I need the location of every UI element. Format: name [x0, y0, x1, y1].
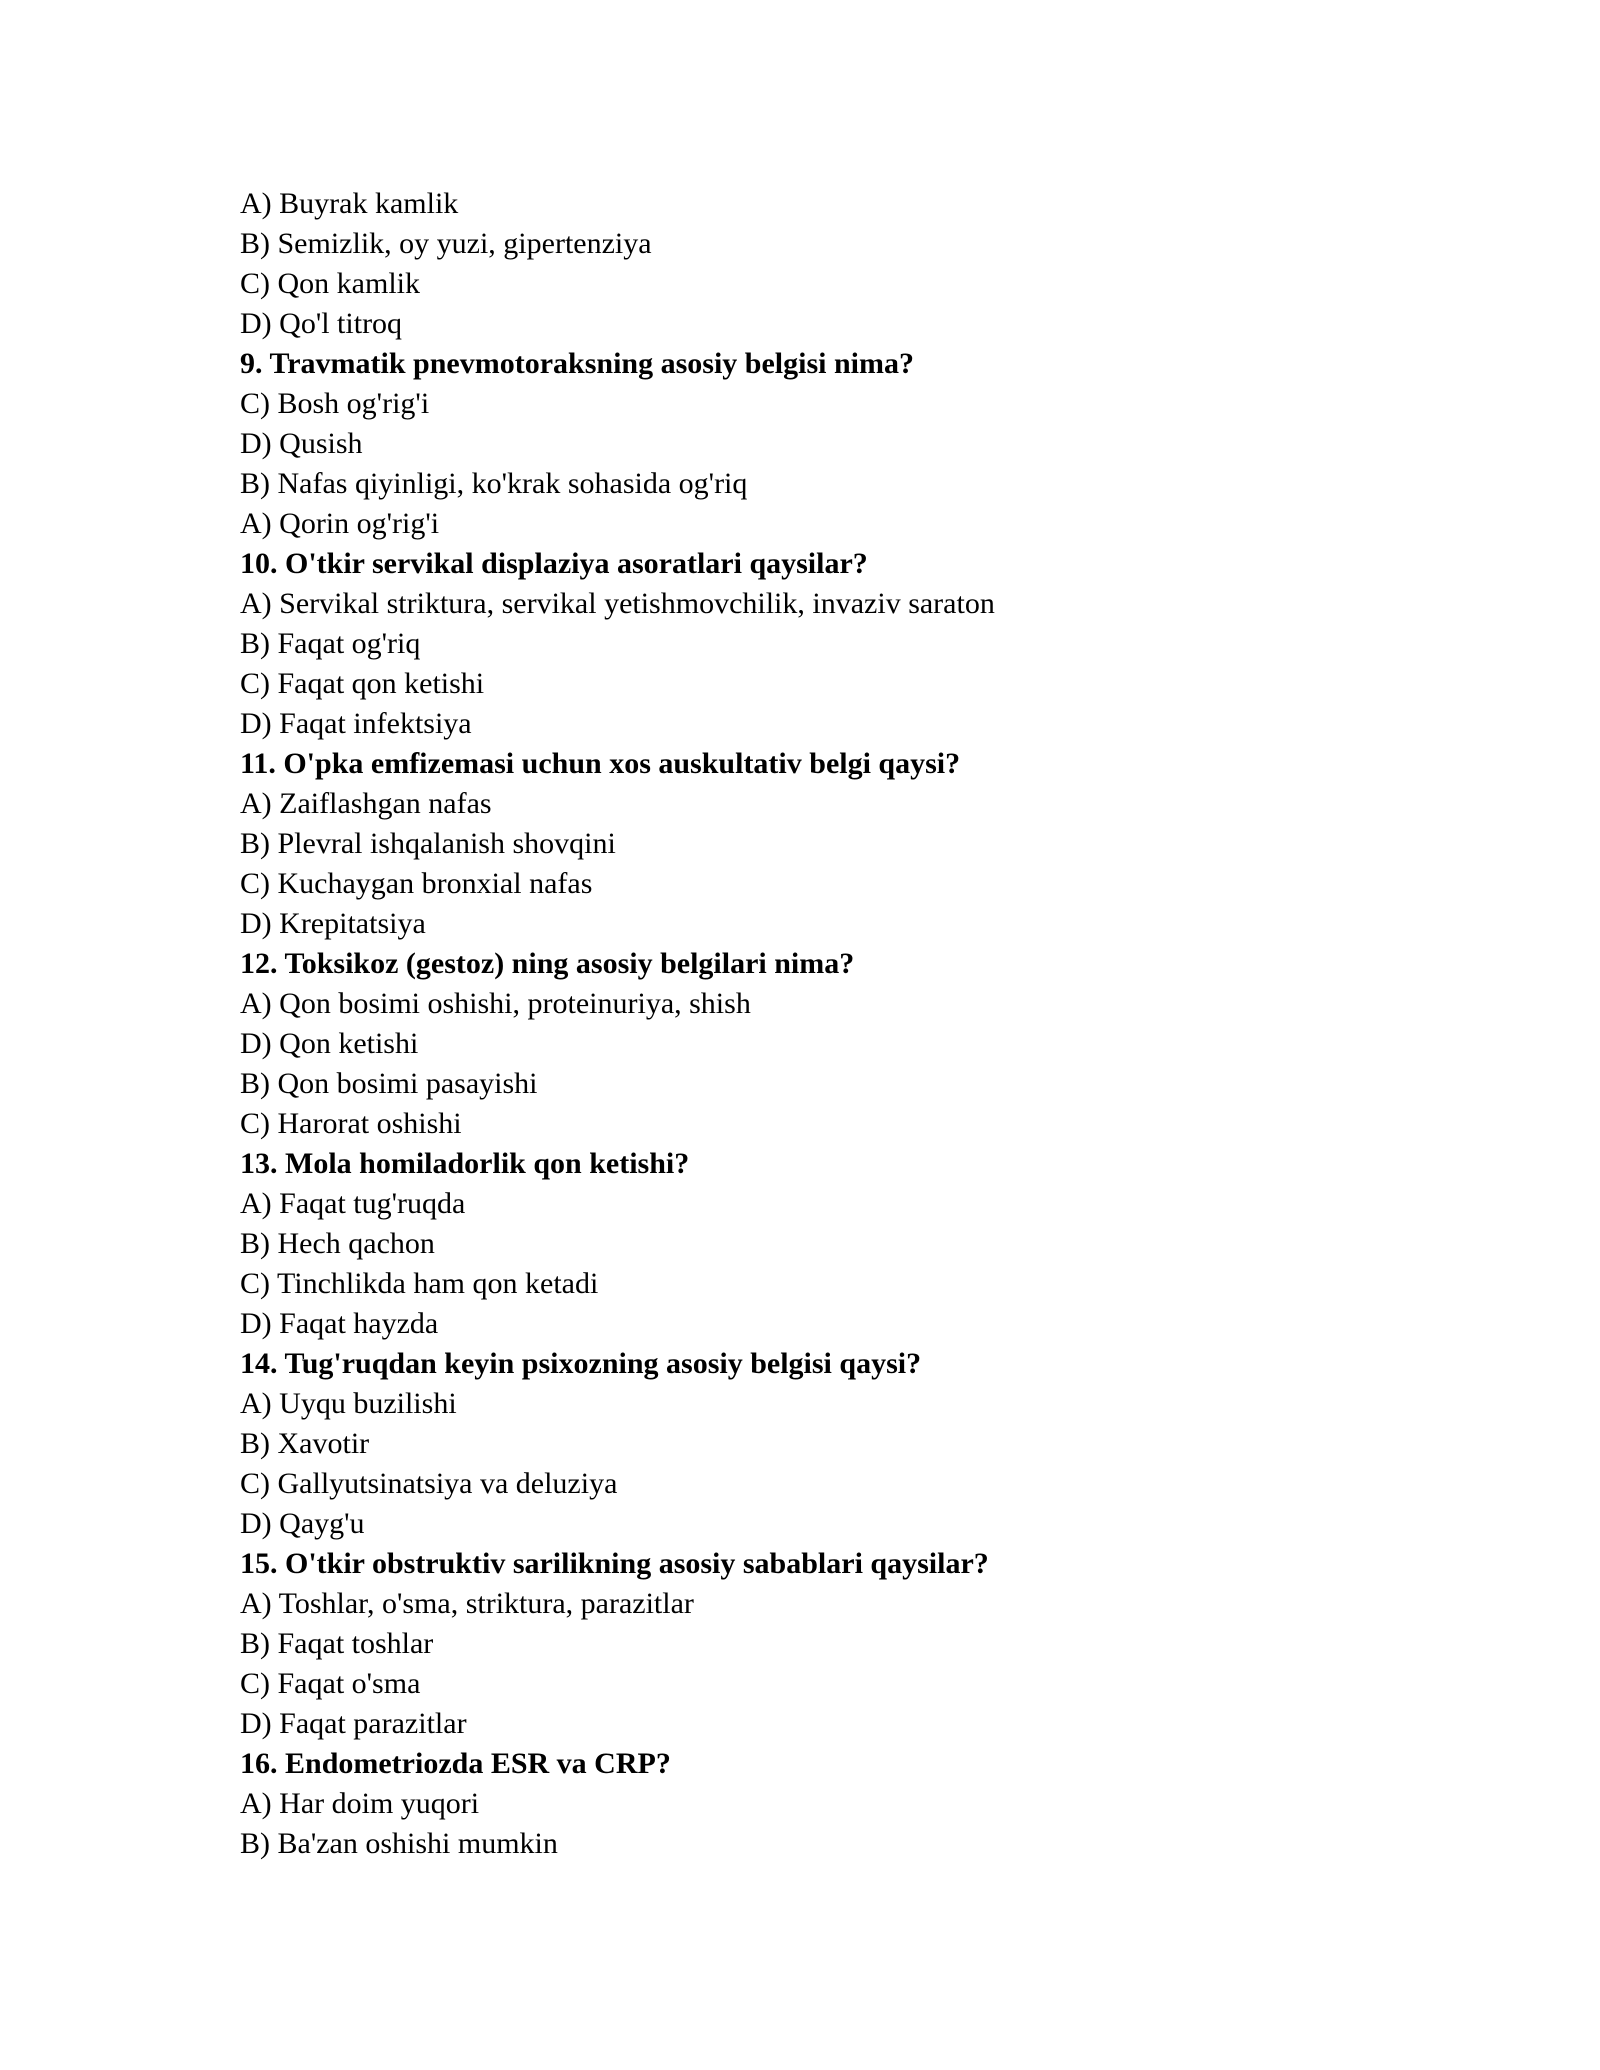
answer-option: A) Toshlar, o'sma, striktura, parazitlar — [240, 1587, 694, 1620]
answer-option: A) Uyqu buzilishi — [240, 1387, 457, 1420]
answer-option: D) Krepitatsiya — [240, 907, 426, 940]
answer-option: C) Tinchlikda ham qon ketadi — [240, 1267, 599, 1300]
answer-option: C) Bosh og'rig'i — [240, 387, 430, 420]
answer-option: A) Qorin og'rig'i — [240, 507, 440, 540]
answer-option: C) Qon kamlik — [240, 267, 420, 300]
answer-option: D) Qusish — [240, 427, 363, 460]
question-heading: 10. O'tkir servikal displaziya asoratlari qaysilar? — [240, 547, 868, 580]
question-heading: 13. Mola homiladorlik qon ketishi? — [240, 1147, 690, 1180]
answer-option: C) Faqat o'sma — [240, 1667, 421, 1700]
question-heading: 16. Endometriozda ESR va CRP? — [240, 1747, 671, 1780]
answer-option: A) Servikal striktura, servikal yetishmovchilik, invaziv saraton — [240, 587, 995, 620]
answer-option: D) Faqat infektsiya — [240, 707, 472, 740]
question-heading: 9. Travmatik pnevmotoraksning asosiy belgisi nima? — [240, 347, 914, 380]
answer-option: B) Ba'zan oshishi mumkin — [240, 1827, 558, 1860]
answer-option: A) Qon bosimi oshishi, proteinuriya, shish — [240, 987, 751, 1020]
answer-option: C) Harorat oshishi — [240, 1107, 462, 1140]
answer-option: B) Qon bosimi pasayishi — [240, 1067, 538, 1100]
answer-option: B) Faqat og'riq — [240, 627, 421, 660]
question-heading: 14. Tug'ruqdan keyin psixozning asosiy belgisi qaysi? — [240, 1347, 922, 1380]
answer-option: D) Qayg'u — [240, 1507, 365, 1540]
answer-option: D) Faqat parazitlar — [240, 1707, 467, 1740]
answer-option: A) Zaiflashgan nafas — [240, 787, 492, 820]
answer-option: A) Faqat tug'ruqda — [240, 1187, 466, 1220]
answer-option: C) Kuchaygan bronxial nafas — [240, 867, 593, 900]
answer-option: B) Semizlik, oy yuzi, gipertenziya — [240, 227, 652, 260]
answer-option: A) Buyrak kamlik — [240, 187, 459, 220]
answer-option: B) Hech qachon — [240, 1227, 435, 1260]
question-heading: 12. Toksikoz (gestoz) ning asosiy belgilari nima? — [240, 947, 855, 980]
answer-option: B) Xavotir — [240, 1427, 370, 1460]
answer-option: B) Nafas qiyinligi, ko'krak sohasida og'riq — [240, 467, 748, 500]
document-page — [240, 184, 1440, 1864]
answer-option: B) Faqat toshlar — [240, 1627, 434, 1660]
answer-option: B) Plevral ishqalanish shovqini — [240, 827, 616, 860]
answer-option: D) Faqat hayzda — [240, 1307, 439, 1340]
answer-option: D) Qon ketishi — [240, 1027, 419, 1060]
answer-option: C) Faqat qon ketishi — [240, 667, 485, 700]
question-heading: 11. O'pka emfizemasi uchun xos auskultativ belgi qaysi? — [240, 747, 961, 780]
answer-option: C) Gallyutsinatsiya va deluziya — [240, 1467, 618, 1500]
question-heading: 15. O'tkir obstruktiv sarilikning asosiy sabablari qaysilar? — [240, 1547, 989, 1580]
answer-option: D) Qo'l titroq — [240, 307, 403, 340]
answer-option: A) Har doim yuqori — [240, 1787, 480, 1820]
